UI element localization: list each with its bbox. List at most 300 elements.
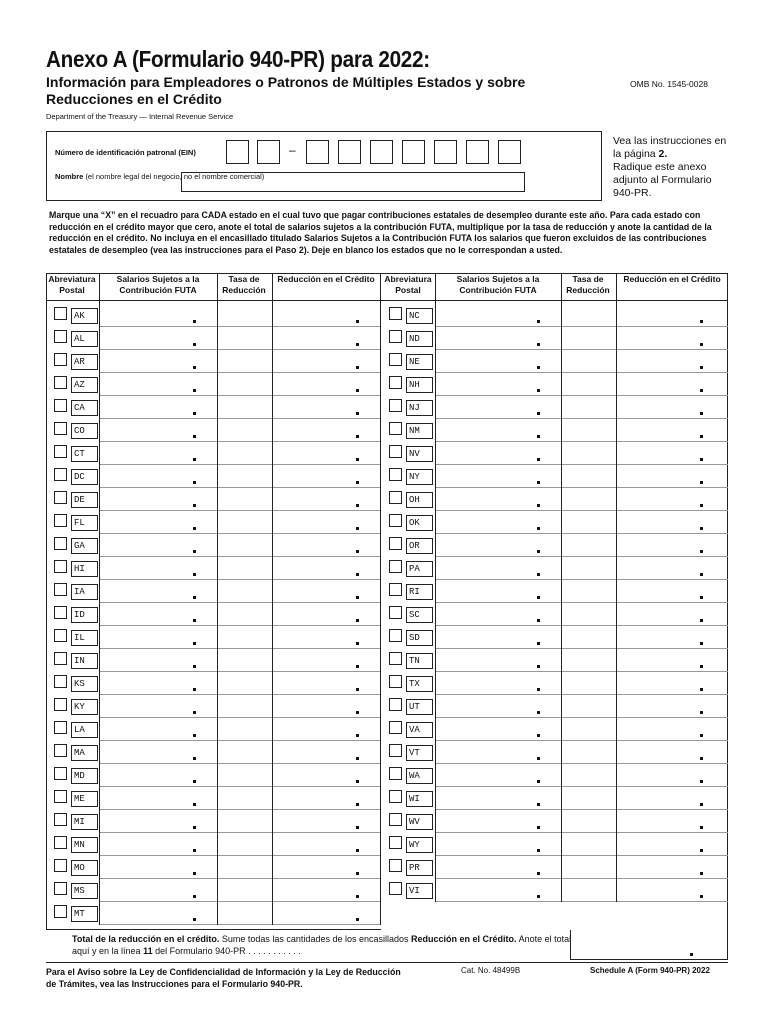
rate-field-ne[interactable]	[562, 351, 615, 372]
wages-field-dc[interactable]	[100, 466, 216, 487]
wages-field-oh[interactable]	[436, 489, 560, 510]
credit-field-mo[interactable]	[273, 857, 379, 878]
instructions-text: Marque una “X” en el recuadro para CADA estado en el cual tuvo que pagar contribuciones estatales de desempleo durante este año. Para cada estado con reducción en el crédito mayor que cero, anote el total de salarios sujetos a la contribución FUTA, multiplique por la tasa de reducción y anote la cantidad de la reducción en el crédito. No incluya en el encasillado titulado Salarios Sujetos a la Contribución FUTA los salarios que fueron excluidos de las contribuciones estatales de desempleo (vea las instrucciones para el Paso 2). Deje en blanco los estados que no le correspondan a usted.	[49, 210, 712, 255]
checkbox-mi[interactable]	[54, 813, 67, 826]
wages-field-nd[interactable]	[436, 328, 560, 349]
credit-field-sc[interactable]	[617, 604, 727, 625]
rate-field-il[interactable]	[218, 627, 271, 648]
state-abbr-ne: NE	[406, 354, 433, 370]
rate-field-mn[interactable]	[218, 834, 271, 855]
row-divider	[99, 464, 380, 465]
rate-field-co[interactable]	[218, 420, 271, 441]
wages-field-ne[interactable]	[436, 351, 560, 372]
checkbox-ky[interactable]	[54, 698, 67, 711]
wages-field-mt[interactable]	[100, 903, 216, 924]
checkbox-mo[interactable]	[54, 859, 67, 872]
decimal-dot	[356, 435, 359, 438]
checkbox-mt[interactable]	[54, 905, 67, 918]
credit-field-ri[interactable]	[617, 581, 727, 602]
wages-field-or[interactable]	[436, 535, 560, 556]
credit-field-or[interactable]	[617, 535, 727, 556]
credit-field-ak[interactable]	[273, 305, 379, 326]
rate-field-nc[interactable]	[562, 305, 615, 326]
wages-field-va[interactable]	[436, 719, 560, 740]
credit-field-wa[interactable]	[617, 765, 727, 786]
wages-field-mo[interactable]	[100, 857, 216, 878]
checkbox-il[interactable]	[54, 629, 67, 642]
checkbox-tn[interactable]	[389, 652, 402, 665]
wages-field-ri[interactable]	[436, 581, 560, 602]
wages-field-pa[interactable]	[436, 558, 560, 579]
decimal-dot	[537, 527, 540, 530]
rate-field-nh[interactable]	[562, 374, 615, 395]
credit-field-pr[interactable]	[617, 857, 727, 878]
row-divider	[435, 671, 728, 672]
state-abbr-md: MD	[71, 768, 98, 784]
wages-field-wi[interactable]	[436, 788, 560, 809]
rate-field-mo[interactable]	[218, 857, 271, 878]
rate-field-al[interactable]	[218, 328, 271, 349]
rate-field-nd[interactable]	[562, 328, 615, 349]
decimal-dot	[356, 826, 359, 829]
checkbox-wy[interactable]	[389, 836, 402, 849]
checkbox-de[interactable]	[54, 491, 67, 504]
rate-field-ma[interactable]	[218, 742, 271, 763]
credit-field-me[interactable]	[273, 788, 379, 809]
rate-field-tx[interactable]	[562, 673, 615, 694]
decimal-dot	[193, 895, 196, 898]
state-abbr-ms: MS	[71, 883, 98, 899]
credit-field-id[interactable]	[273, 604, 379, 625]
credit-field-ny[interactable]	[617, 466, 727, 487]
wages-field-vt[interactable]	[436, 742, 560, 763]
credit-field-ms[interactable]	[273, 880, 379, 901]
credit-field-ma[interactable]	[273, 742, 379, 763]
credit-field-sd[interactable]	[617, 627, 727, 648]
checkbox-in[interactable]	[54, 652, 67, 665]
credit-field-mt[interactable]	[273, 903, 379, 924]
checkbox-pr[interactable]	[389, 859, 402, 872]
checkbox-id[interactable]	[54, 606, 67, 619]
checkbox-sd[interactable]	[389, 629, 402, 642]
state-abbr-mt: MT	[71, 906, 98, 922]
wages-field-id[interactable]	[100, 604, 216, 625]
decimal-dot	[356, 895, 359, 898]
credit-field-ia[interactable]	[273, 581, 379, 602]
rate-field-ri[interactable]	[562, 581, 615, 602]
state-abbr-nj: NJ	[406, 400, 433, 416]
row-divider	[99, 671, 380, 672]
credit-field-pa[interactable]	[617, 558, 727, 579]
decimal-dot	[193, 320, 196, 323]
credit-field-al[interactable]	[273, 328, 379, 349]
credit-field-vt[interactable]	[617, 742, 727, 763]
total-decimal-dot	[690, 953, 693, 956]
state-abbr-ct: CT	[71, 446, 98, 462]
wages-field-ga[interactable]	[100, 535, 216, 556]
checkbox-ne[interactable]	[389, 353, 402, 366]
credit-field-ar[interactable]	[273, 351, 379, 372]
rate-field-ga[interactable]	[218, 535, 271, 556]
checkbox-oh[interactable]	[389, 491, 402, 504]
checkbox-va[interactable]	[389, 721, 402, 734]
credit-field-az[interactable]	[273, 374, 379, 395]
state-abbr-wa: WA	[406, 768, 433, 784]
decimal-dot	[537, 458, 540, 461]
rate-field-az[interactable]	[218, 374, 271, 395]
checkbox-dc[interactable]	[54, 468, 67, 481]
wages-field-nm[interactable]	[436, 420, 560, 441]
wages-field-ak[interactable]	[100, 305, 216, 326]
department: Department of the Treasury — Internal Revenue Service	[46, 112, 234, 121]
row-divider	[435, 533, 728, 534]
checkbox-pa[interactable]	[389, 560, 402, 573]
business-name-input[interactable]	[181, 172, 525, 192]
checkbox-ok[interactable]	[389, 514, 402, 527]
decimal-dot	[356, 550, 359, 553]
wages-field-ky[interactable]	[100, 696, 216, 717]
credit-field-dc[interactable]	[273, 466, 379, 487]
checkbox-me[interactable]	[54, 790, 67, 803]
credit-field-de[interactable]	[273, 489, 379, 510]
checkbox-wa[interactable]	[389, 767, 402, 780]
ein-digit-5[interactable]	[370, 140, 393, 164]
rate-field-ms[interactable]	[218, 880, 271, 901]
row-divider	[435, 395, 728, 396]
rate-field-me[interactable]	[218, 788, 271, 809]
rate-field-oh[interactable]	[562, 489, 615, 510]
checkbox-ar[interactable]	[54, 353, 67, 366]
credit-field-nd[interactable]	[617, 328, 727, 349]
checkbox-wv[interactable]	[389, 813, 402, 826]
credit-field-tx[interactable]	[617, 673, 727, 694]
rate-field-ca[interactable]	[218, 397, 271, 418]
wages-field-mn[interactable]	[100, 834, 216, 855]
ein-digit-7[interactable]	[434, 140, 457, 164]
ein-digit-3[interactable]	[306, 140, 329, 164]
wages-field-sd[interactable]	[436, 627, 560, 648]
rate-field-ut[interactable]	[562, 696, 615, 717]
row-divider	[99, 602, 380, 603]
decimal-dot	[700, 757, 703, 760]
state-abbr-vi: VI	[406, 883, 433, 899]
credit-field-fl[interactable]	[273, 512, 379, 533]
credit-field-wv[interactable]	[617, 811, 727, 832]
rate-field-or[interactable]	[562, 535, 615, 556]
checkbox-nd[interactable]	[389, 330, 402, 343]
rate-field-dc[interactable]	[218, 466, 271, 487]
checkbox-ct[interactable]	[54, 445, 67, 458]
row-divider	[435, 855, 728, 856]
wages-field-hi[interactable]	[100, 558, 216, 579]
rate-field-fl[interactable]	[218, 512, 271, 533]
checkbox-ms[interactable]	[54, 882, 67, 895]
ein-digit-8[interactable]	[466, 140, 489, 164]
checkbox-ca[interactable]	[54, 399, 67, 412]
wages-field-tx[interactable]	[436, 673, 560, 694]
wages-field-al[interactable]	[100, 328, 216, 349]
wages-field-il[interactable]	[100, 627, 216, 648]
row-divider	[99, 326, 380, 327]
row-divider	[435, 901, 728, 902]
rate-field-wi[interactable]	[562, 788, 615, 809]
checkbox-ut[interactable]	[389, 698, 402, 711]
row-divider	[435, 418, 728, 419]
row-divider	[99, 556, 380, 557]
rate-field-ar[interactable]	[218, 351, 271, 372]
wages-field-nh[interactable]	[436, 374, 560, 395]
checkbox-md[interactable]	[54, 767, 67, 780]
credit-field-ne[interactable]	[617, 351, 727, 372]
checkbox-sc[interactable]	[389, 606, 402, 619]
checkbox-nh[interactable]	[389, 376, 402, 389]
rate-field-nm[interactable]	[562, 420, 615, 441]
state-abbr-de: DE	[71, 492, 98, 508]
credit-field-co[interactable]	[273, 420, 379, 441]
wages-field-in[interactable]	[100, 650, 216, 671]
checkbox-az[interactable]	[54, 376, 67, 389]
decimal-dot	[356, 872, 359, 875]
rate-field-in[interactable]	[218, 650, 271, 671]
checkbox-ks[interactable]	[54, 675, 67, 688]
rate-field-nj[interactable]	[562, 397, 615, 418]
rate-field-id[interactable]	[218, 604, 271, 625]
checkbox-ak[interactable]	[54, 307, 67, 320]
rate-field-nv[interactable]	[562, 443, 615, 464]
rate-field-ak[interactable]	[218, 305, 271, 326]
credit-field-oh[interactable]	[617, 489, 727, 510]
checkbox-ri[interactable]	[389, 583, 402, 596]
checkbox-la[interactable]	[54, 721, 67, 734]
credit-field-vi[interactable]	[617, 880, 727, 901]
wages-field-ms[interactable]	[100, 880, 216, 901]
checkbox-nc[interactable]	[389, 307, 402, 320]
wages-field-tn[interactable]	[436, 650, 560, 671]
decimal-dot	[193, 366, 196, 369]
column-divider	[380, 273, 381, 925]
state-abbr-ky: KY	[71, 699, 98, 715]
credit-field-ks[interactable]	[273, 673, 379, 694]
wages-field-ok[interactable]	[436, 512, 560, 533]
wages-field-de[interactable]	[100, 489, 216, 510]
wages-field-wv[interactable]	[436, 811, 560, 832]
decimal-dot	[700, 872, 703, 875]
checkbox-hi[interactable]	[54, 560, 67, 573]
wages-field-co[interactable]	[100, 420, 216, 441]
rate-field-md[interactable]	[218, 765, 271, 786]
privacy-notice: Para el Aviso sobre la Ley de Confidencialidad de Información y la Ley de Reducción de Trámites, vea las Instrucciones para el Formulario 940-PR.	[46, 967, 401, 989]
credit-field-mi[interactable]	[273, 811, 379, 832]
decimal-dot	[700, 320, 703, 323]
rate-field-hi[interactable]	[218, 558, 271, 579]
wages-field-sc[interactable]	[436, 604, 560, 625]
wages-field-la[interactable]	[100, 719, 216, 740]
row-divider	[99, 418, 380, 419]
credit-field-tn[interactable]	[617, 650, 727, 671]
row-divider	[435, 625, 728, 626]
ein-label: Número de identificación patronal (EIN)	[55, 148, 196, 157]
ein-digit-9[interactable]	[498, 140, 521, 164]
checkbox-tx[interactable]	[389, 675, 402, 688]
wages-field-mi[interactable]	[100, 811, 216, 832]
rate-field-sc[interactable]	[562, 604, 615, 625]
row-divider	[435, 809, 728, 810]
state-abbr-me: ME	[71, 791, 98, 807]
checkbox-vt[interactable]	[389, 744, 402, 757]
wages-field-wy[interactable]	[436, 834, 560, 855]
ein-digit-1[interactable]	[226, 140, 249, 164]
credit-field-ut[interactable]	[617, 696, 727, 717]
rate-field-tn[interactable]	[562, 650, 615, 671]
wages-field-fl[interactable]	[100, 512, 216, 533]
checkbox-nj[interactable]	[389, 399, 402, 412]
credit-field-nm[interactable]	[617, 420, 727, 441]
decimal-dot	[356, 596, 359, 599]
wages-field-az[interactable]	[100, 374, 216, 395]
wages-field-ut[interactable]	[436, 696, 560, 717]
ein-digit-4[interactable]	[338, 140, 361, 164]
wages-field-nc[interactable]	[436, 305, 560, 326]
rate-field-ks[interactable]	[218, 673, 271, 694]
wages-field-ca[interactable]	[100, 397, 216, 418]
decimal-dot	[356, 849, 359, 852]
checkbox-ga[interactable]	[54, 537, 67, 550]
ein-digit-2[interactable]	[257, 140, 280, 164]
decimal-dot	[193, 734, 196, 737]
rate-field-mt[interactable]	[218, 903, 271, 924]
decimal-dot	[700, 803, 703, 806]
wages-field-nv[interactable]	[436, 443, 560, 464]
decimal-dot	[537, 481, 540, 484]
state-abbr-hi: HI	[71, 561, 98, 577]
state-abbr-wv: WV	[406, 814, 433, 830]
wages-field-vi[interactable]	[436, 880, 560, 901]
credit-field-nh[interactable]	[617, 374, 727, 395]
row-divider	[99, 740, 380, 741]
decimal-dot	[193, 550, 196, 553]
credit-field-nj[interactable]	[617, 397, 727, 418]
decimal-dot	[537, 435, 540, 438]
row-divider	[435, 326, 728, 327]
state-abbr-id: ID	[71, 607, 98, 623]
credit-field-ky[interactable]	[273, 696, 379, 717]
total-amount-field[interactable]	[570, 930, 728, 960]
checkbox-ma[interactable]	[54, 744, 67, 757]
credit-field-nc[interactable]	[617, 305, 727, 326]
credit-field-va[interactable]	[617, 719, 727, 740]
credit-field-il[interactable]	[273, 627, 379, 648]
rate-field-wv[interactable]	[562, 811, 615, 832]
rate-field-ct[interactable]	[218, 443, 271, 464]
checkbox-co[interactable]	[54, 422, 67, 435]
rate-field-pa[interactable]	[562, 558, 615, 579]
rate-field-pr[interactable]	[562, 857, 615, 878]
row-divider	[435, 786, 728, 787]
checkbox-ia[interactable]	[54, 583, 67, 596]
wages-field-ks[interactable]	[100, 673, 216, 694]
ein-digit-6[interactable]	[402, 140, 425, 164]
rate-field-wy[interactable]	[562, 834, 615, 855]
credit-field-in[interactable]	[273, 650, 379, 671]
rate-field-de[interactable]	[218, 489, 271, 510]
row-divider	[435, 579, 728, 580]
decimal-dot	[537, 596, 540, 599]
checkbox-vi[interactable]	[389, 882, 402, 895]
checkbox-or[interactable]	[389, 537, 402, 550]
decimal-dot	[700, 711, 703, 714]
credit-field-mn[interactable]	[273, 834, 379, 855]
rate-field-vi[interactable]	[562, 880, 615, 901]
decimal-dot	[193, 665, 196, 668]
wages-field-ar[interactable]	[100, 351, 216, 372]
rate-field-la[interactable]	[218, 719, 271, 740]
credit-field-ok[interactable]	[617, 512, 727, 533]
rate-field-sd[interactable]	[562, 627, 615, 648]
rate-field-vt[interactable]	[562, 742, 615, 763]
rate-field-va[interactable]	[562, 719, 615, 740]
checkbox-ny[interactable]	[389, 468, 402, 481]
checkbox-nm[interactable]	[389, 422, 402, 435]
state-abbr-ca: CA	[71, 400, 98, 416]
rate-field-ia[interactable]	[218, 581, 271, 602]
decimal-dot	[356, 711, 359, 714]
rate-field-mi[interactable]	[218, 811, 271, 832]
checkbox-wi[interactable]	[389, 790, 402, 803]
credit-field-md[interactable]	[273, 765, 379, 786]
credit-field-ct[interactable]	[273, 443, 379, 464]
checkbox-nv[interactable]	[389, 445, 402, 458]
row-divider	[99, 809, 380, 810]
credit-field-hi[interactable]	[273, 558, 379, 579]
credit-field-ca[interactable]	[273, 397, 379, 418]
row-divider	[99, 395, 380, 396]
decimal-dot	[537, 389, 540, 392]
wages-field-nj[interactable]	[436, 397, 560, 418]
decimal-dot	[700, 642, 703, 645]
state-abbr-nv: NV	[406, 446, 433, 462]
checkbox-mn[interactable]	[54, 836, 67, 849]
state-abbr-ri: RI	[406, 584, 433, 600]
rate-field-ky[interactable]	[218, 696, 271, 717]
wages-field-md[interactable]	[100, 765, 216, 786]
credit-field-ga[interactable]	[273, 535, 379, 556]
credit-field-wi[interactable]	[617, 788, 727, 809]
wages-field-ny[interactable]	[436, 466, 560, 487]
state-abbr-ar: AR	[71, 354, 98, 370]
wages-field-me[interactable]	[100, 788, 216, 809]
credit-field-wy[interactable]	[617, 834, 727, 855]
rate-field-ny[interactable]	[562, 466, 615, 487]
rate-field-ok[interactable]	[562, 512, 615, 533]
wages-field-ct[interactable]	[100, 443, 216, 464]
state-abbr-wy: WY	[406, 837, 433, 853]
decimal-dot	[193, 642, 196, 645]
checkbox-al[interactable]	[54, 330, 67, 343]
rate-field-wa[interactable]	[562, 765, 615, 786]
credit-field-la[interactable]	[273, 719, 379, 740]
wages-field-pr[interactable]	[436, 857, 560, 878]
decimal-dot	[700, 665, 703, 668]
wages-field-ia[interactable]	[100, 581, 216, 602]
decimal-dot	[537, 504, 540, 507]
wages-field-wa[interactable]	[436, 765, 560, 786]
checkbox-fl[interactable]	[54, 514, 67, 527]
decimal-dot	[356, 642, 359, 645]
credit-field-nv[interactable]	[617, 443, 727, 464]
decimal-dot	[537, 757, 540, 760]
decimal-dot	[193, 504, 196, 507]
wages-field-ma[interactable]	[100, 742, 216, 763]
